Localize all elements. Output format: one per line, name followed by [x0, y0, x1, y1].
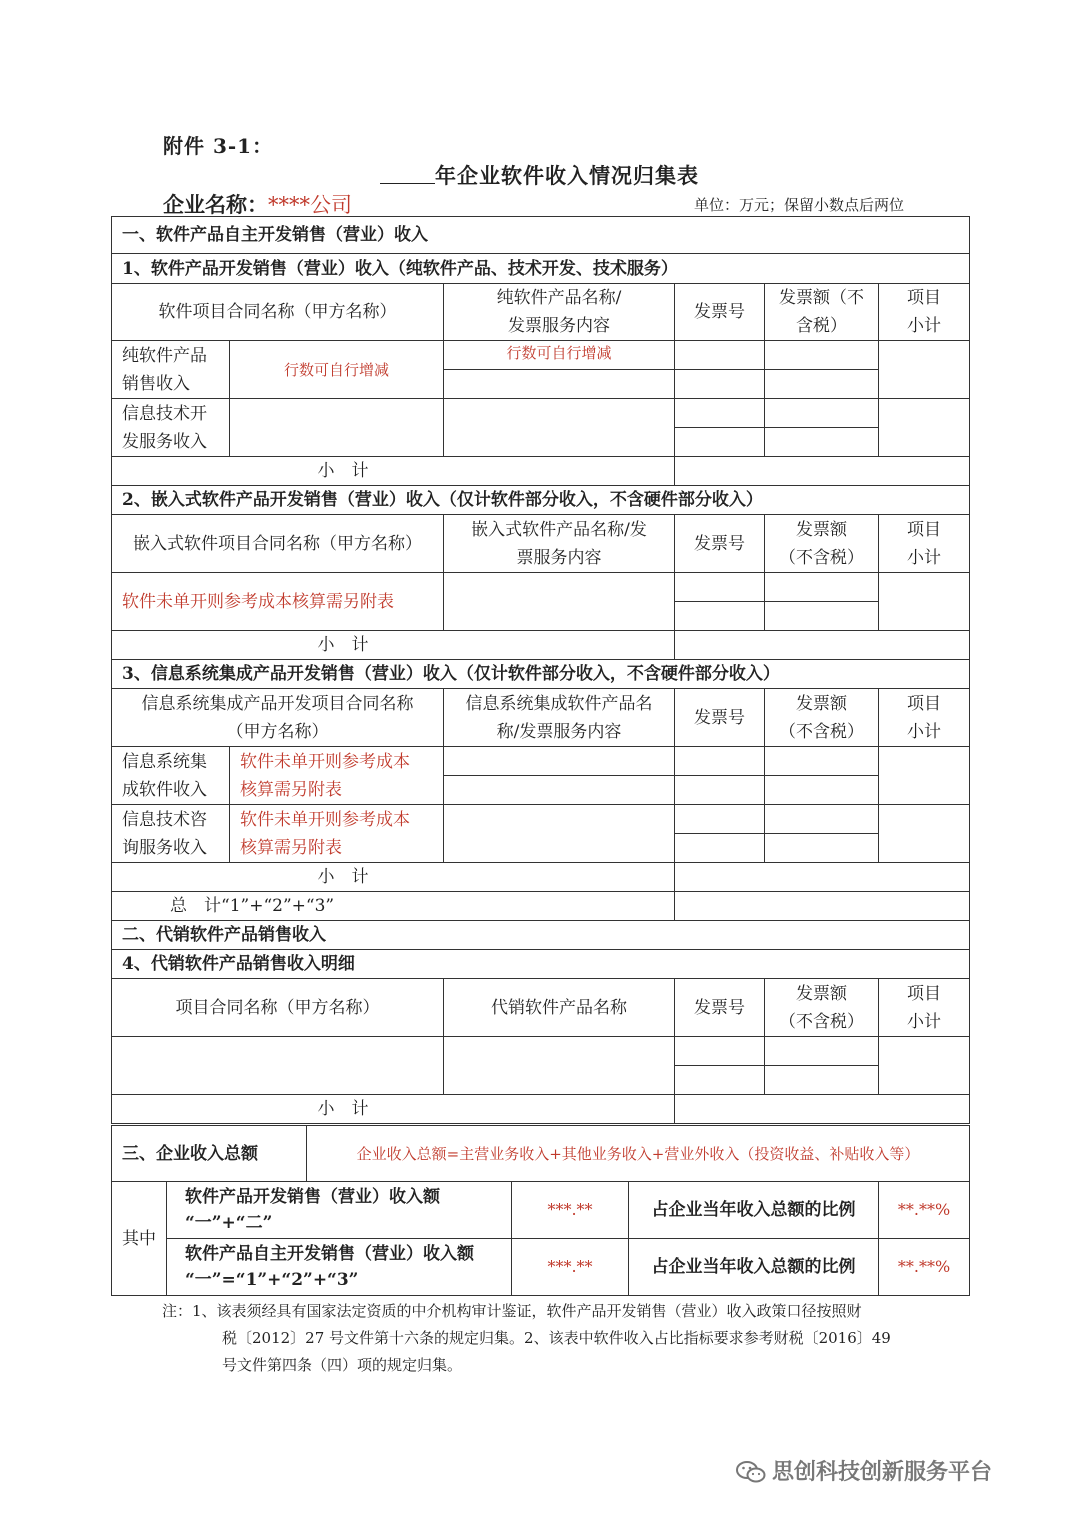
- table-cell[interactable]: [675, 834, 765, 863]
- sub1-row1-label: 纯软件产品 销售收入: [112, 341, 230, 399]
- table-cell[interactable]: [765, 399, 879, 428]
- sub4-col-amount: 发票额 （不含税）: [765, 979, 879, 1037]
- sub4-col-invoice: 发票号: [675, 979, 765, 1037]
- sub1-col-contract: 软件项目合同名称（甲方名称）: [112, 284, 444, 341]
- sub1-row1-note: 行数可自行增减: [230, 341, 444, 399]
- table-cell[interactable]: [444, 805, 675, 863]
- section3-row1-ratio[interactable]: **.**%: [879, 1182, 970, 1239]
- table-cell[interactable]: [765, 747, 879, 776]
- table-cell[interactable]: [675, 892, 970, 921]
- sub2-col-product: 嵌入式软件产品名称/发 票服务内容: [444, 515, 675, 573]
- section3-row2-label: 软件产品自主开发销售（营业）收入额 “一”=“1”+“2”+“3”: [167, 1239, 512, 1296]
- footnote: [162, 1298, 952, 1379]
- sub2-col-invoice: 发票号: [675, 515, 765, 573]
- company-label: 企业名称：: [163, 192, 268, 217]
- sub4-col-product: 代销软件产品名称: [444, 979, 675, 1037]
- table-cell[interactable]: [675, 805, 765, 834]
- company-name: [163, 189, 352, 219]
- table-cell[interactable]: [675, 1037, 765, 1066]
- table-cell[interactable]: [675, 399, 765, 428]
- section3-row1-value[interactable]: ***.**: [512, 1182, 629, 1239]
- sub1-row1-note2: 行数可自行增减: [444, 341, 675, 370]
- sub2-title: 2、嵌入式软件产品开发销售（营业）收入（仅计软件部分收入，不含硬件部分收入）: [112, 486, 970, 515]
- sub2-col-subtotal: 项目 小计: [879, 515, 970, 573]
- total-income-table: [111, 1125, 970, 1296]
- sub1-title: 1、软件产品开发销售（营业）收入（纯软件产品、技术开发、技术服务）: [112, 254, 970, 284]
- unit-note: 单位：万元；保留小数点后两位: [694, 196, 905, 214]
- table-cell[interactable]: [765, 805, 879, 834]
- table-cell[interactable]: [230, 399, 444, 457]
- table-cell[interactable]: [675, 1066, 765, 1095]
- sub3-col-amount: 发票额 （不含税）: [765, 689, 879, 747]
- sub3-subtotal: 小 计: [112, 863, 675, 892]
- sub4-title: 4、代销软件产品销售收入明细: [112, 950, 970, 979]
- of-which-label: 其中: [112, 1182, 167, 1296]
- table-cell[interactable]: [444, 370, 675, 399]
- sub3-row1-label: 信息系统集 成软件收入: [112, 747, 230, 805]
- table-cell[interactable]: [765, 573, 879, 602]
- table-cell[interactable]: [675, 776, 765, 805]
- footnote-line1: 注：1、该表须经具有国家法定资质的中介机构审计鉴证，软件产品开发销售（营业）收入政策口径按照财: [162, 1302, 862, 1320]
- sub4-col-subtotal: 项目 小计: [879, 979, 970, 1037]
- table-cell[interactable]: [879, 805, 970, 863]
- table-cell[interactable]: [879, 341, 970, 399]
- sub3-title: 3、信息系统集成产品开发销售（营业）收入（仅计软件部分收入，不含硬件部分收入）: [112, 660, 970, 689]
- wechat-icon: [736, 1460, 766, 1484]
- table-cell[interactable]: [765, 341, 879, 370]
- section3-row2-value[interactable]: ***.**: [512, 1239, 629, 1296]
- table-cell[interactable]: [444, 399, 675, 457]
- section3-row1-ratio-label: 占企业当年收入总额的比例: [629, 1182, 879, 1239]
- sub3-col-contract: 信息系统集成产品开发项目合同名称 （甲方名称）: [112, 689, 444, 747]
- watermark: [736, 1455, 992, 1486]
- sub1-row2-label: 信息技术开 发服务收入: [112, 399, 230, 457]
- table-cell[interactable]: [675, 428, 765, 457]
- section3-title: 三、企业收入总额: [112, 1126, 307, 1182]
- table-cell[interactable]: [444, 747, 675, 776]
- table-cell[interactable]: [675, 370, 765, 399]
- table-cell[interactable]: [675, 1095, 970, 1124]
- sub4-subtotal: 小 计: [112, 1095, 675, 1124]
- section3-row2-ratio[interactable]: **.**%: [879, 1239, 970, 1296]
- table-cell[interactable]: [765, 370, 879, 399]
- section2-title: 二、代销软件产品销售收入: [112, 921, 970, 950]
- table-cell[interactable]: [765, 1037, 879, 1066]
- table-cell[interactable]: [112, 1037, 444, 1095]
- sub3-row2-note: 软件未单开则参考成本 核算需另附表: [230, 805, 444, 863]
- table-cell[interactable]: [675, 573, 765, 602]
- table-cell[interactable]: [675, 341, 765, 370]
- section3-row2-ratio-label: 占企业当年收入总额的比例: [629, 1239, 879, 1296]
- footnote-line3: 号文件第四条（四）项的规定归集。: [222, 1356, 463, 1374]
- table-cell[interactable]: [675, 602, 765, 631]
- sub3-row1-note: 软件未单开则参考成本 核算需另附表: [230, 747, 444, 805]
- section3-row1-label: 软件产品开发销售（营业）收入额 “一”+“二”: [167, 1182, 512, 1239]
- form-title-text: 年企业软件收入情况归集表: [435, 163, 699, 188]
- table-cell[interactable]: [765, 776, 879, 805]
- sub1-col-subtotal: 项目 小计: [879, 284, 970, 341]
- section3-formula: 企业收入总额=主营业务收入+其他业务收入+营业外收入（投资收益、补贴收入等）: [307, 1126, 970, 1182]
- table-cell[interactable]: [879, 747, 970, 805]
- table-cell[interactable]: [675, 631, 970, 660]
- form-title: [380, 160, 710, 190]
- sub2-note: 软件未单开则参考成本核算需另附表: [112, 573, 444, 631]
- table-cell[interactable]: [765, 428, 879, 457]
- grand-total-label: 总 计“1”+“2”+“3”: [112, 892, 675, 921]
- table-cell[interactable]: [444, 1037, 675, 1095]
- watermark-text: 思创科技创新服务平台: [772, 1460, 993, 1485]
- sub3-col-subtotal: 项目 小计: [879, 689, 970, 747]
- table-cell[interactable]: [675, 863, 970, 892]
- table-cell[interactable]: [444, 776, 675, 805]
- table-cell[interactable]: [879, 1037, 970, 1095]
- table-cell[interactable]: [765, 834, 879, 863]
- sub4-col-contract: 项目合同名称（甲方名称）: [112, 979, 444, 1037]
- sub3-col-invoice: 发票号: [675, 689, 765, 747]
- table-cell[interactable]: [765, 602, 879, 631]
- sub1-subtotal: 小 计: [112, 457, 675, 486]
- income-table: [111, 216, 970, 1124]
- table-cell[interactable]: [879, 399, 970, 457]
- attachment-label: 附件 3-1：: [163, 134, 274, 158]
- table-cell[interactable]: [675, 747, 765, 776]
- table-cell[interactable]: [879, 573, 970, 631]
- sub1-col-amount: 发票额（不 含税）: [765, 284, 879, 341]
- company-value: ****公司: [268, 193, 352, 217]
- sub1-col-product: 纯软件产品名称/ 发票服务内容: [444, 284, 675, 341]
- year-blank: [380, 165, 435, 184]
- table-cell[interactable]: [675, 457, 970, 486]
- sub3-col-product: 信息系统集成软件产品名 称/发票服务内容: [444, 689, 675, 747]
- sub2-col-contract: 嵌入式软件项目合同名称（甲方名称）: [112, 515, 444, 573]
- sub2-subtotal: 小 计: [112, 631, 675, 660]
- footnote-line2: 税〔2012〕27 号文件第十六条的规定归集。2、该表中软件收入占比指标要求参考财税〔2016〕49: [222, 1329, 891, 1347]
- sub2-col-amount: 发票额 （不含税）: [765, 515, 879, 573]
- table-cell[interactable]: [765, 1066, 879, 1095]
- section1-title: 一、软件产品自主开发销售（营业）收入: [112, 217, 970, 254]
- sub1-col-invoice: 发票号: [675, 284, 765, 341]
- sub3-row2-label: 信息技术咨 询服务收入: [112, 805, 230, 863]
- table-cell[interactable]: [444, 573, 675, 631]
